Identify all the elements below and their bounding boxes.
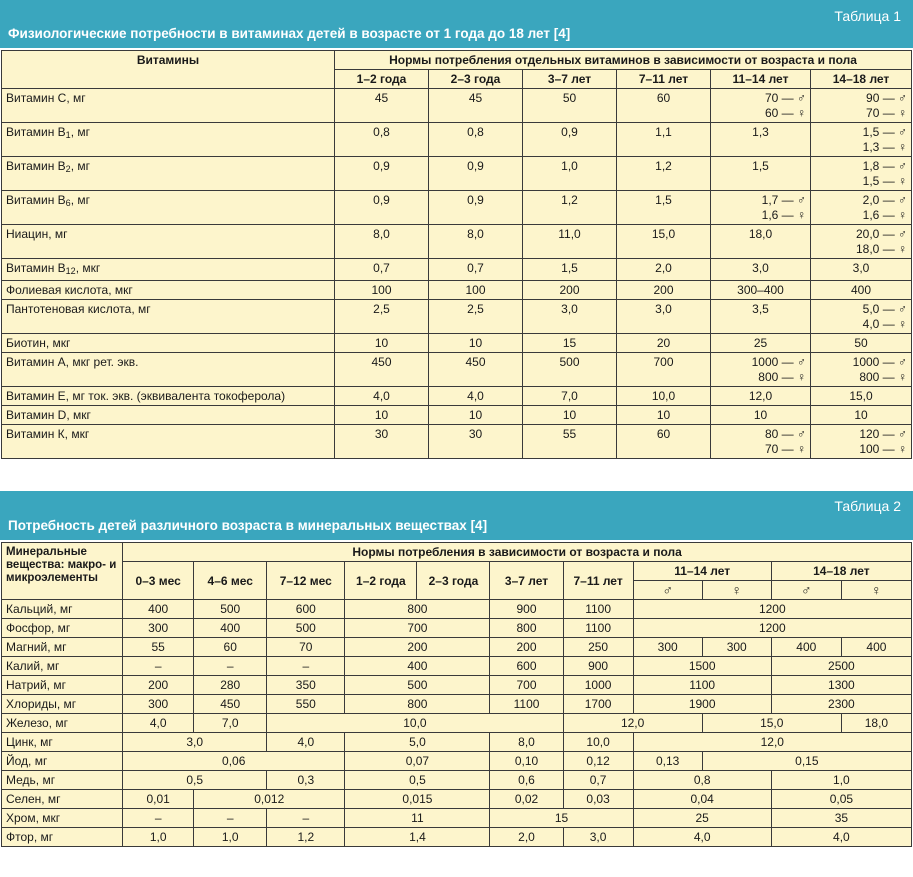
mineral-value: 0,01 (123, 790, 194, 809)
mineral-value: 500 (194, 600, 267, 619)
mineral-value: 0,3 (267, 771, 345, 790)
vitamin-value: 2,5 (335, 300, 429, 334)
mineral-value: – (194, 809, 267, 828)
mineral-value: 350 (267, 676, 345, 695)
mineral-value: 900 (490, 600, 563, 619)
mineral-value: 0,012 (194, 790, 345, 809)
vitamin-value: 10 (523, 406, 617, 425)
mineral-value: 0,06 (123, 752, 345, 771)
mineral-value: 2300 (771, 695, 911, 714)
vitamin-value: 1,2 (523, 191, 617, 225)
mineral-value: 200 (345, 638, 490, 657)
age-column-header: 14–18 лет (811, 70, 912, 89)
mineral-value: 400 (771, 638, 841, 657)
age-column-header: 3–7 лет (523, 70, 617, 89)
mineral-value: 1100 (633, 676, 771, 695)
mineral-name: Цинк, мг (2, 733, 123, 752)
mineral-value: 0,7 (563, 771, 633, 790)
table-row (2, 676, 912, 695)
mineral-value: 600 (490, 657, 563, 676)
mineral-value: 1,0 (123, 828, 194, 847)
vitamin-value: 200 (617, 281, 711, 300)
mineral-value: – (267, 809, 345, 828)
table-row (2, 790, 912, 809)
mineral-value: 4,0 (633, 828, 771, 847)
table-row (2, 387, 912, 406)
age-column-header: 7–11 лет (617, 70, 711, 89)
mineral-value: 1900 (633, 695, 771, 714)
female-symbol: ♀ (841, 581, 911, 600)
mineral-value: 0,10 (490, 752, 563, 771)
table-row (2, 619, 912, 638)
vitamin-name: Пантотеновая кислота, мг (2, 300, 335, 334)
table-row (2, 281, 912, 300)
minerals-table (1, 542, 912, 847)
table-row (2, 425, 912, 459)
vitamin-name: Витамин $В_2$, мг (2, 157, 335, 191)
age-column-header: 11–14 лет (633, 562, 771, 581)
vitamin-value: 1,5 (523, 259, 617, 281)
mineral-value: 1,2 (267, 828, 345, 847)
vitamin-value: 100 (429, 281, 523, 300)
vitamin-value: 0,9 (429, 157, 523, 191)
vitamin-value: 200 (523, 281, 617, 300)
mineral-value: 700 (490, 676, 563, 695)
mineral-value: 0,07 (345, 752, 490, 771)
mineral-name: Магний, мг (2, 638, 123, 657)
vitamin-value: 2,0 — ♂ 1,6 — ♀ (811, 191, 912, 225)
vitamin-value: 10 (335, 406, 429, 425)
table-row (2, 714, 912, 733)
vitamin-name: Ниацин, мг (2, 225, 335, 259)
vitamin-name: Витамин $В_{12}$, мкг (2, 259, 335, 281)
vitamin-value: 1,7 — ♂ 1,6 — ♀ (711, 191, 811, 225)
vitamin-value: 80 — ♂ 70 — ♀ (711, 425, 811, 459)
vitamin-value: 11,0 (523, 225, 617, 259)
mineral-value: 250 (563, 638, 633, 657)
mineral-value: 4,0 (123, 714, 194, 733)
vitamin-value: 10 (429, 334, 523, 353)
vitamin-value: 300–400 (711, 281, 811, 300)
age-column-header: 1–2 года (345, 562, 417, 600)
vitamin-value: 90 — ♂ 70 — ♀ (811, 89, 912, 123)
vitamin-subscript: 12 (65, 266, 76, 276)
mineral-value: 4,0 (267, 733, 345, 752)
mineral-value: 7,0 (194, 714, 267, 733)
vitamin-value: 30 (429, 425, 523, 459)
mineral-value: 1100 (563, 600, 633, 619)
table-row (2, 353, 912, 387)
vitamin-value: 60 (617, 425, 711, 459)
mineral-value: 35 (771, 809, 911, 828)
mineral-value: 1,0 (771, 771, 911, 790)
mineral-value: 0,05 (771, 790, 911, 809)
mineral-name: Натрий, мг (2, 676, 123, 695)
mineral-value: 1300 (771, 676, 911, 695)
vitamin-name: Биотин, мкг (2, 334, 335, 353)
vitamin-value: 4,0 (429, 387, 523, 406)
male-symbol: ♂ (633, 581, 702, 600)
mineral-value: 0,15 (702, 752, 911, 771)
table1-title-band (0, 0, 913, 48)
mineral-name: Калий, мг (2, 657, 123, 676)
mineral-value: – (267, 657, 345, 676)
table-row (2, 259, 912, 281)
mineral-value: 400 (123, 600, 194, 619)
mineral-value: 500 (267, 619, 345, 638)
mineral-value: 400 (194, 619, 267, 638)
mineral-value: 400 (345, 657, 490, 676)
mineral-value: 15,0 (702, 714, 841, 733)
mineral-value: 3,0 (123, 733, 267, 752)
vitamins-table (1, 50, 912, 459)
mineral-value: 300 (633, 638, 702, 657)
mineral-value: 18,0 (841, 714, 911, 733)
table-row (2, 695, 912, 714)
mineral-value: 1500 (633, 657, 771, 676)
vitamin-value: 450 (335, 353, 429, 387)
vitamin-value: 1,5 (711, 157, 811, 191)
mineral-value: 0,13 (633, 752, 702, 771)
vitamin-value: 1,0 (523, 157, 617, 191)
mineral-name: Железо, мг (2, 714, 123, 733)
table-row (2, 300, 912, 334)
mineral-value: 550 (267, 695, 345, 714)
vitamin-value: 50 (811, 334, 912, 353)
vitamin-name: Витамин $В_6$, мг (2, 191, 335, 225)
mineral-value: 1200 (633, 619, 911, 638)
table-row (2, 638, 912, 657)
table-row (2, 771, 912, 790)
vitamin-name: Фолиевая кислота, мкг (2, 281, 335, 300)
vitamin-value: 0,9 (335, 191, 429, 225)
vitamin-value: 70 — ♂ 60 — ♀ (711, 89, 811, 123)
vitamin-value: 120 — ♂ 100 — ♀ (811, 425, 912, 459)
table-row (2, 733, 912, 752)
mineral-value: 0,5 (345, 771, 490, 790)
mineral-value: 12,0 (563, 714, 702, 733)
mineral-value: – (123, 809, 194, 828)
mineral-value: 1100 (490, 695, 563, 714)
mineral-name: Селен, мг (2, 790, 123, 809)
mineral-norms-header: Нормы потребления в зависимости от возраста и пола (123, 543, 912, 562)
vitamin-value: 10 (711, 406, 811, 425)
vitamin-value: 3,0 (811, 259, 912, 281)
table-row (2, 752, 912, 771)
table-row (2, 600, 912, 619)
table-row (2, 809, 912, 828)
mineral-value: 3,0 (563, 828, 633, 847)
mineral-value: 0,04 (633, 790, 771, 809)
mineral-value: 700 (345, 619, 490, 638)
vitamin-value: 0,9 (335, 157, 429, 191)
mineral-value: 60 (194, 638, 267, 657)
age-column-header: 1–2 года (335, 70, 429, 89)
mineral-value: 1200 (633, 600, 911, 619)
vitamin-value: 100 (335, 281, 429, 300)
table-row (2, 123, 912, 157)
vitamin-value: 12,0 (711, 387, 811, 406)
minerals-column-header: Минеральные вещества: макро- и микроэлементы (2, 543, 123, 600)
mineral-value: 10,0 (267, 714, 563, 733)
vitamin-value: 18,0 (711, 225, 811, 259)
vitamin-value: 1000 — ♂ 800 — ♀ (811, 353, 912, 387)
table-row (2, 334, 912, 353)
vitamin-value: 45 (429, 89, 523, 123)
mineral-value: 2500 (771, 657, 911, 676)
vitamin-value: 20 (617, 334, 711, 353)
vitamin-value: 15,0 (617, 225, 711, 259)
mineral-value: 200 (490, 638, 563, 657)
age-column-header: 7–11 лет (563, 562, 633, 600)
mineral-name: Фтор, мг (2, 828, 123, 847)
vitamin-value: 25 (711, 334, 811, 353)
vitamin-value: 1000 — ♂ 800 — ♀ (711, 353, 811, 387)
mineral-value: 300 (123, 619, 194, 638)
mineral-name: Хром, мкг (2, 809, 123, 828)
mineral-value: – (123, 657, 194, 676)
age-column-header: 2–3 года (417, 562, 490, 600)
vitamin-subscript: 1 (65, 130, 71, 140)
vitamin-value: 45 (335, 89, 429, 123)
table-row (2, 657, 912, 676)
vitamin-value: 55 (523, 425, 617, 459)
vitamin-value: 2,0 (617, 259, 711, 281)
mineral-value: 10,0 (563, 733, 633, 752)
female-symbol: ♀ (702, 581, 771, 600)
vitamin-value: 3,5 (711, 300, 811, 334)
mineral-value: 200 (123, 676, 194, 695)
vitamin-value: 3,0 (523, 300, 617, 334)
vitamin-value: 0,9 (523, 123, 617, 157)
mineral-value: 500 (345, 676, 490, 695)
mineral-value: 1000 (563, 676, 633, 695)
age-column-header: 2–3 года (429, 70, 523, 89)
age-column-header: 7–12 мес (267, 562, 345, 600)
vitamin-value: 50 (523, 89, 617, 123)
mineral-value: 800 (345, 600, 490, 619)
mineral-value: 800 (345, 695, 490, 714)
mineral-value: 450 (194, 695, 267, 714)
vitamin-name: Витамин D, мкг (2, 406, 335, 425)
mineral-value: 300 (123, 695, 194, 714)
mineral-value: 900 (563, 657, 633, 676)
vitamin-value: 500 (523, 353, 617, 387)
vitamin-value: 3,0 (617, 300, 711, 334)
vitamin-value: 15,0 (811, 387, 912, 406)
vitamin-subscript: 6 (65, 198, 71, 208)
vitamin-value: 20,0 — ♂ 18,0 — ♀ (811, 225, 912, 259)
vitamin-value: 2,5 (429, 300, 523, 334)
vitamin-value: 1,2 (617, 157, 711, 191)
mineral-value: 55 (123, 638, 194, 657)
mineral-value: 25 (633, 809, 771, 828)
mineral-value: 5,0 (345, 733, 490, 752)
vitamin-value: 450 (429, 353, 523, 387)
vitamin-value: 4,0 (335, 387, 429, 406)
table2-title-band (0, 491, 913, 540)
mineral-value: 0,12 (563, 752, 633, 771)
vitamin-value: 8,0 (335, 225, 429, 259)
mineral-value: 0,02 (490, 790, 563, 809)
age-column-header: 11–14 лет (711, 70, 811, 89)
vitamin-value: 400 (811, 281, 912, 300)
vitamin-value: 1,5 — ♂ 1,3 — ♀ (811, 123, 912, 157)
mineral-name: Йод, мг (2, 752, 123, 771)
mineral-value: 800 (490, 619, 563, 638)
vitamin-value: 10 (335, 334, 429, 353)
table2-title: Потребность детей различного возраста в минеральных веществах [4] (8, 518, 488, 533)
mineral-value: 11 (345, 809, 490, 828)
vitamin-name: Витамин Е, мг ток. экв. (эквивалента токоферола) (2, 387, 335, 406)
mineral-value: 400 (841, 638, 911, 657)
vitamin-value: 5,0 — ♂ 4,0 — ♀ (811, 300, 912, 334)
mineral-value: 1,4 (345, 828, 490, 847)
vitamin-value: 1,3 (711, 123, 811, 157)
table-row (2, 828, 912, 847)
mineral-value: 15 (490, 809, 633, 828)
vitamin-value: 700 (617, 353, 711, 387)
mineral-value: 0,03 (563, 790, 633, 809)
mineral-value: – (194, 657, 267, 676)
table-row (2, 191, 912, 225)
vitamin-value: 30 (335, 425, 429, 459)
mineral-value: 1700 (563, 695, 633, 714)
vitamin-value: 0,7 (335, 259, 429, 281)
mineral-value: 0,6 (490, 771, 563, 790)
vitamin-name: Витамин С, мг (2, 89, 335, 123)
vitamin-value: 1,5 (617, 191, 711, 225)
mineral-value: 70 (267, 638, 345, 657)
age-column-header: 3–7 лет (490, 562, 563, 600)
table-row (2, 89, 912, 123)
table2-number-label: Таблица 2 (834, 498, 901, 514)
vitamin-value: 0,8 (335, 123, 429, 157)
vitamin-value: 15 (523, 334, 617, 353)
mineral-value: 300 (702, 638, 771, 657)
vitamin-value: 0,7 (429, 259, 523, 281)
mineral-name: Фосфор, мг (2, 619, 123, 638)
vitamin-value: 3,0 (711, 259, 811, 281)
vitamin-norms-header: Нормы потребления отдельных витаминов в зависимости от возраста и пола (335, 51, 912, 70)
mineral-value: 4,0 (771, 828, 911, 847)
male-symbol: ♂ (771, 581, 841, 600)
vitamin-value: 1,8 — ♂ 1,5 — ♀ (811, 157, 912, 191)
age-column-header: 14–18 лет (771, 562, 911, 581)
table-row (2, 157, 912, 191)
vitamin-value: 60 (617, 89, 711, 123)
vitamin-value: 10 (811, 406, 912, 425)
vitamin-name: Витамин $В_1$, мг (2, 123, 335, 157)
vitamins-column-header: Витамины (2, 51, 335, 89)
vitamin-value: 10 (617, 406, 711, 425)
mineral-value: 0,5 (123, 771, 267, 790)
mineral-value: 0,015 (345, 790, 490, 809)
mineral-value: 280 (194, 676, 267, 695)
table1-number-label: Таблица 1 (834, 8, 901, 24)
table1-title: Физиологические потребности в витаминах детей в возрасте от 1 года до 18 лет [4] (8, 26, 571, 41)
mineral-name: Хлориды, мг (2, 695, 123, 714)
mineral-value: 600 (267, 600, 345, 619)
vitamin-value: 0,9 (429, 191, 523, 225)
vitamin-name: Витамин К, мкг (2, 425, 335, 459)
mineral-value: 2,0 (490, 828, 563, 847)
age-column-header: 4–6 мес (194, 562, 267, 600)
mineral-value: 0,8 (633, 771, 771, 790)
mineral-value: 8,0 (490, 733, 563, 752)
vitamin-value: 10,0 (617, 387, 711, 406)
mineral-name: Медь, мг (2, 771, 123, 790)
age-column-header: 0–3 мес (123, 562, 194, 600)
vitamin-value: 7,0 (523, 387, 617, 406)
mineral-value: 1,0 (194, 828, 267, 847)
vitamin-value: 1,1 (617, 123, 711, 157)
vitamin-value: 0,8 (429, 123, 523, 157)
vitamin-name: Витамин А, мкг рет. экв. (2, 353, 335, 387)
vitamin-value: 10 (429, 406, 523, 425)
table-row (2, 225, 912, 259)
mineral-value: 12,0 (633, 733, 911, 752)
mineral-value: 1100 (563, 619, 633, 638)
mineral-name: Кальций, мг (2, 600, 123, 619)
table-row (2, 406, 912, 425)
vitamin-subscript: 2 (65, 164, 71, 174)
vitamin-value: 8,0 (429, 225, 523, 259)
